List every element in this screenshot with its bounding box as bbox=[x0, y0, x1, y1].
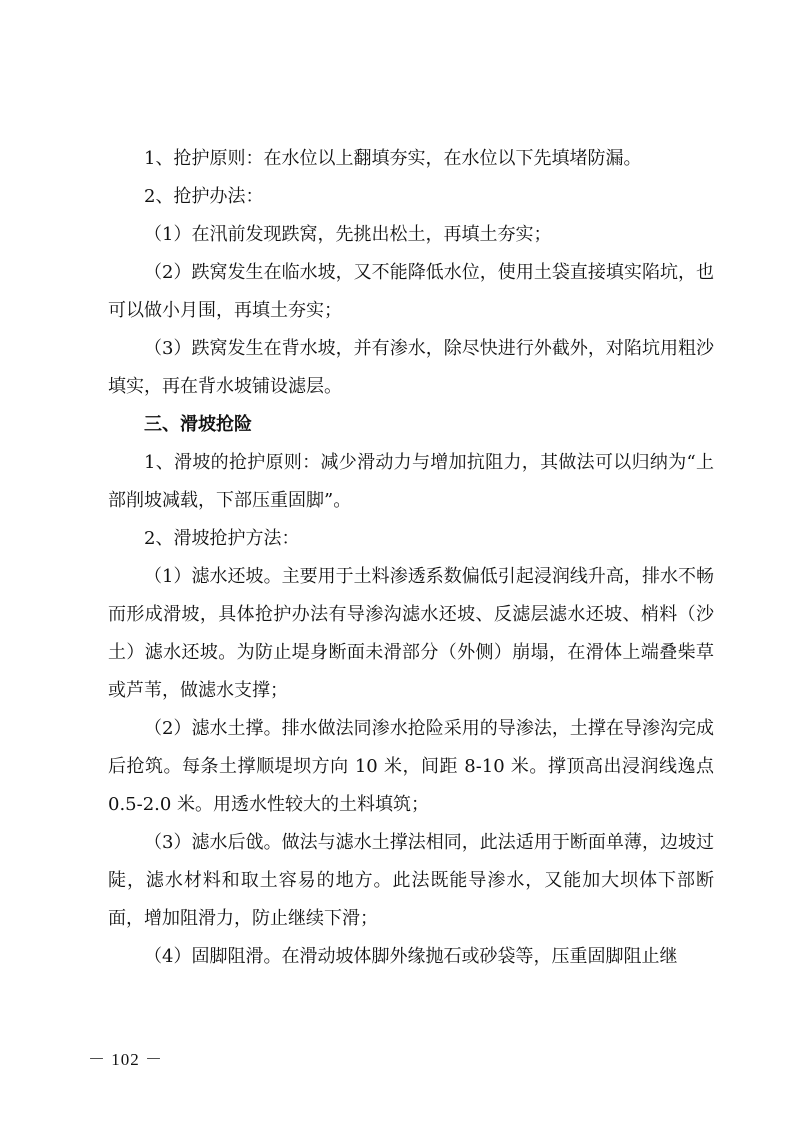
section-heading-landslide: 三、滑坡抢险 bbox=[144, 414, 252, 435]
paragraph-landslide-method-2: （2）滤水土撑。排水做法同渗水抢险采用的导渗法，土撑在导渗沟完成后抢筑。每条土撑顺堤坝方向 10 米，间距 8-10 米。撑顶高出浸润线逸点 0.5-2.0 米。用透水性较大的土料填筑； bbox=[108, 718, 714, 815]
paragraph-landslide-principle: 1、滑坡的抢护原则：减少滑动力与增加抗阻力，其做法可以归纳为“上部削坡减载，下部压重固脚”。 bbox=[108, 452, 714, 511]
paragraph-landslide-methods-title: 2、滑坡抢护方法： bbox=[144, 528, 300, 549]
paragraph-method-2: （2）跌窝发生在临水坡，又不能降低水位，使用土袋直接填实陷坑，也可以做小月围，再填土夯实； bbox=[108, 262, 714, 321]
paragraph-landslide-method-4: （4）固脚阻滑。在滑动坡体脚外缘抛石或砂袋等，压重固脚阻止继 bbox=[144, 946, 678, 967]
paragraph-method-3: （3）跌窝发生在背水坡，并有渗水，除尽快进行外截外，对陷坑用粗沙填实，再在背水坡铺设滤层。 bbox=[108, 338, 714, 397]
paragraph-method-1: （1）在汛前发现跌窝，先挑出松土，再填土夯实； bbox=[144, 224, 552, 245]
paragraph-landslide-method-1: （1）滤水还坡。主要用于土料渗透系数偏低引起浸润线升高，排水不畅而形成滑坡，具体抢护办法有导渗沟滤水还坡、反滤层滤水还坡、梢料（沙土）滤水还坡。为防止堤身断面未滑部分（外侧）崩塌，在滑体上端叠柴草或芦苇，做滤水支撑； bbox=[108, 566, 714, 701]
page-number: － 102 － bbox=[88, 1050, 163, 1069]
paragraph-principle: 1、抢护原则：在水位以上翻填夯实，在水位以下先填堵防漏。 bbox=[144, 148, 642, 169]
paragraph-methods-title: 2、抢护办法： bbox=[144, 186, 264, 207]
paragraph-landslide-method-3: （3）滤水后戗。做法与滤水土撑法相同，此法适用于断面单薄，边坡过陡，滤水材料和取土容易的地方。此法既能导渗水，又能加大坝体下部断面，增加阻滑力，防止继续下滑； bbox=[108, 832, 714, 929]
document-body bbox=[108, 140, 714, 976]
